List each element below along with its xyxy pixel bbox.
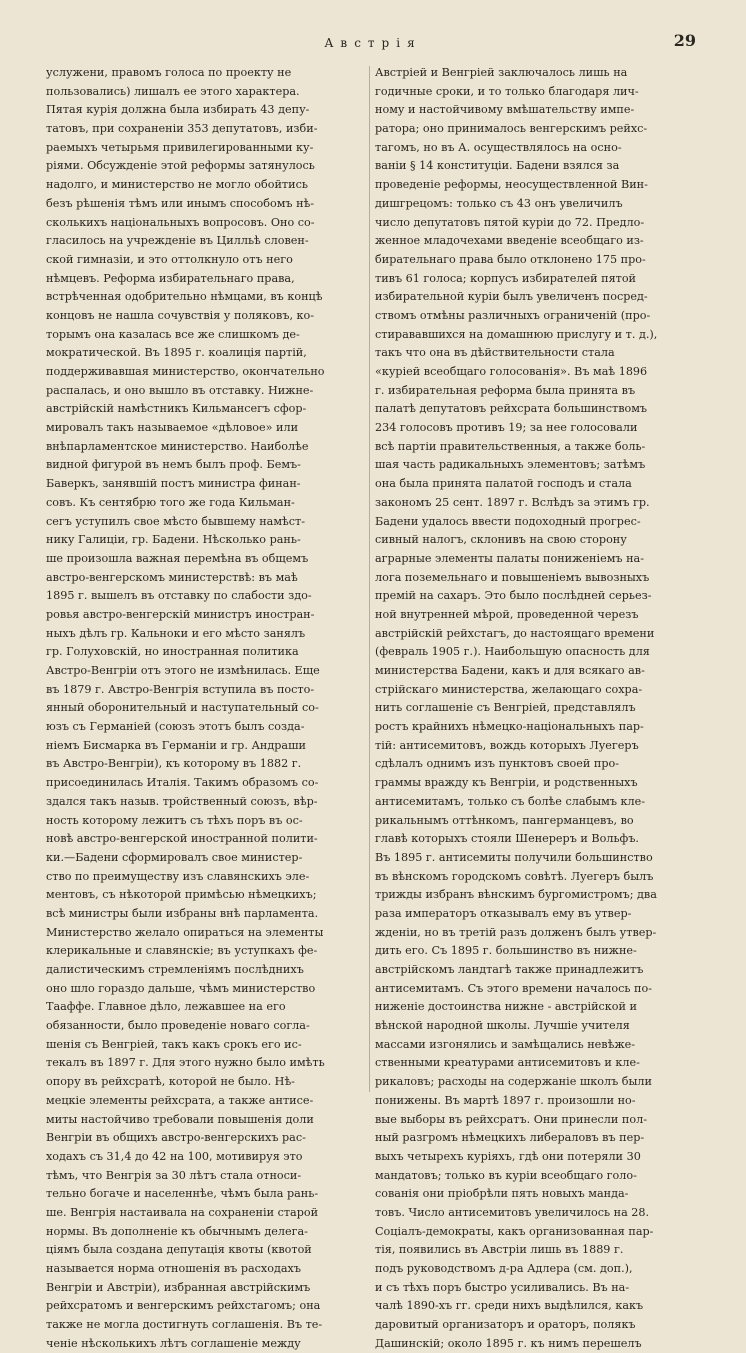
text-line: мецкіе элементы рейхсрата, а также антисе- <box>46 1093 314 1107</box>
text-line: избирательной куріи былъ увеличенъ посред- <box>375 290 648 304</box>
text-line: нѣмцевъ. Реформа избирательнаго права, <box>46 271 295 285</box>
text-line: рикальнымъ оттѣнкомъ, пангерманцевъ, во <box>375 813 634 827</box>
text-line: оно шло гораздо дальше, чѣмъ министерство <box>46 981 316 995</box>
text-line: Тааффе. Главное дѣло, лежавшее на его <box>46 1000 286 1014</box>
left-column <box>46 64 364 1353</box>
text-line: совъ. Къ сентябрю того же года Кильман- <box>46 495 295 509</box>
text-line: сованія они пріобрѣли пять новыхъ манда- <box>375 1187 629 1201</box>
text-line: внѣпарламентское министерство. Наиболѣе <box>46 439 309 453</box>
text-line: ціямъ была создана депутація квоты (квотой <box>46 1243 312 1257</box>
text-line: нику Галиціи, гр. Бадени. Нѣсколько рань- <box>46 533 301 547</box>
text-line: товъ. Число антисемитовъ увеличилось на 28. <box>375 1205 650 1219</box>
text-line: поддерживавшая министерство, окончательно <box>46 365 325 378</box>
text-line: ныхъ дѣлъ гр. Кальноки и его мѣсто занялъ <box>46 626 306 640</box>
text-line: ственными креатурами антисемитовъ и кле- <box>375 1056 640 1070</box>
text-line: австрійскій рейхстагъ, до настоящаго времени <box>375 626 655 640</box>
text-line: жденіи, но въ третій разъ долженъ былъ утвер- <box>375 925 657 939</box>
text-line: число депутатовъ пятой куріи до 72. Предло- <box>375 215 645 229</box>
text-line: видной фигурой въ немъ былъ проф. Бемъ- <box>46 458 301 472</box>
text-line: годичные сроки, и то только благодаря лич- <box>375 84 639 98</box>
text-line: мировалъ такъ называемое «дѣловое» или <box>46 421 299 435</box>
text-line: въ 1879 г. Австро-Венгрія вступила въ посто- <box>46 682 315 696</box>
text-line: Баверкъ, занявшій постъ министра финан- <box>46 477 301 491</box>
text-line: раемыхъ четырьмя привилегированными ку- <box>46 140 314 154</box>
text-line: встрѣченная одобрительно нѣмцами, въ концѣ <box>46 290 323 304</box>
text-line: услужени, правомъ голоса по проекту не <box>46 66 292 79</box>
text-line: ки.—Бадени сформировалъ свое министер- <box>46 850 303 864</box>
text-line: нить соглашеніе съ Венгріей, представлялъ <box>375 701 636 715</box>
text-line: ской гимназіи, и это оттолкнуло отъ него <box>46 252 293 266</box>
text-line: безъ рѣшенія тѣмъ или инымъ способомъ нѣ- <box>46 196 315 210</box>
text-line: закономъ 25 сент. 1897 г. Вслѣдъ за этимъ гр. <box>375 495 650 509</box>
text-line: вѣнской народной школы. Лучшіе учителя <box>375 1019 630 1033</box>
text-line: тія, появились въ Австріи лишь въ 1889 г. <box>375 1243 624 1257</box>
text-line: проведеніе реформы, неосуществленной Вин- <box>375 178 648 192</box>
text-line: Бадени удалось ввести подоходный прогрес- <box>375 514 641 528</box>
text-line: вые выборы въ рейхсратъ. Они принесли пол- <box>375 1112 647 1126</box>
text-line: тивъ 61 голоса; корпусъ избирателей пятой <box>375 271 637 285</box>
text-line: ратора; оно принималось венгерскимъ рейхс- <box>375 122 648 136</box>
text-line: граммы вражду къ Венгріи, и родственныхъ <box>375 776 638 790</box>
text-line: ходахъ съ 31,4 до 42 на 100, мотивируя это <box>46 1149 303 1163</box>
text-line: подъ руководствомъ д-ра Адлера (см. доп.), <box>375 1262 633 1275</box>
text-line: ченіе нѣсколькихъ лѣтъ соглашеніе между <box>46 1336 301 1350</box>
text-line: палатѣ депутатовъ рейхсрата большинствомъ <box>375 402 648 416</box>
text-line: аграрные элементы палаты пониженіемъ на- <box>375 551 644 565</box>
text-line: всѣ министры были избраны внѣ парламента. <box>46 906 319 920</box>
text-line: шенія съ Венгріей, такъ какъ срокъ его ис- <box>46 1037 302 1051</box>
text-line: и съ тѣхъ поръ быстро усиливались. Въ на- <box>375 1280 630 1294</box>
right-column <box>375 64 693 1353</box>
text-line: тельно богаче и населеннѣе, чѣмъ была рань- <box>46 1187 319 1201</box>
text-line: въ Австро-Венгріи), къ которому въ 1882 г. <box>46 757 302 771</box>
text-line: обязанности, было проведеніе новаго согла- <box>46 1019 310 1033</box>
text-line: надолго, и министерство не могло обойтись <box>46 178 308 192</box>
text-line: массами изгонялись и замѣщались невѣже- <box>375 1037 636 1051</box>
text-line: австро-венгерскомъ министерствѣ: въ маѣ <box>46 570 298 584</box>
text-line: называется норма отношенія въ расходахъ <box>46 1262 301 1275</box>
text-line: стрійскаго министерства, желающаго сохра- <box>375 682 643 696</box>
text-line: сдѣлалъ однимъ изъ пунктовъ своей про- <box>375 757 620 771</box>
text-line: Соціалъ-демократы, какъ организованная пар- <box>375 1224 654 1238</box>
running-header: Австрія <box>324 36 422 50</box>
text-line: антисемитамъ. Съ этого времени началось по- <box>375 981 652 995</box>
text-line: дить его. Съ 1895 г. большинство въ нижне- <box>375 944 637 958</box>
text-line: концовъ не нашла сочувствія у поляковъ, ко- <box>46 308 315 322</box>
text-line: Пятая курія должна была избирать 43 депу- <box>46 103 310 117</box>
text-line: ше. Венгрія настаивала на сохраненіи старой <box>46 1205 319 1219</box>
text-line: австрійскомъ ландтагѣ также принадлежитъ <box>375 963 644 976</box>
text-line: премій на сахаръ. Это было послѣдней серьез- <box>375 589 652 603</box>
text-line: шая часть радикальныхъ элементовъ; затѣмъ <box>375 458 646 472</box>
text-line: текалъ въ 1897 г. Для этого нужно было имѣть <box>46 1056 325 1070</box>
text-line: Дашинскій; около 1895 г. къ нимъ перешелъ <box>375 1336 642 1350</box>
text-line: въ вѣнскомъ городскомъ совѣтѣ. Луегеръ былъ <box>375 869 654 883</box>
text-line: новѣ австро-венгерской иностранной полити- <box>46 832 318 846</box>
text-line: распалась, и оно вышло въ отставку. Нижне- <box>46 383 314 397</box>
text-line: такъ что она въ дѣйствительности стала <box>375 346 615 360</box>
text-line: стирававшихся на домашнюю прислугу и т. д.), <box>375 327 658 341</box>
text-line: антисемитамъ, только съ болѣе слабымъ кле- <box>375 794 646 808</box>
text-line: понижены. Въ мартѣ 1897 г. произошли но- <box>375 1093 636 1107</box>
text-line: ваніи § 14 конституціи. Бадени взялся за <box>375 159 620 173</box>
text-line: торымъ она казалась все же слишкомъ де- <box>46 327 300 341</box>
text-line: юзъ съ Германіей (союзъ этотъ былъ созда- <box>46 720 305 734</box>
text-line: женное младочехами введеніе всеобщаго из- <box>375 234 644 248</box>
text-line: присоединилась Италія. Такимъ образомъ со- <box>46 776 319 790</box>
text-line: пользовались) лишалъ ее этого характера. <box>46 84 300 98</box>
text-line: даровитый организаторъ и ораторъ, полякъ <box>375 1318 636 1332</box>
text-line: главѣ которыхъ стояли Шенереръ и Вольфъ. <box>375 832 639 846</box>
text-line: «куріей всеобщаго голосованія». Въ маѣ 1896 <box>375 365 648 378</box>
text-line: также не могла достигнуть соглашенія. Въ те- <box>46 1318 323 1332</box>
page-number: 29 <box>673 31 696 50</box>
text-line: клерикальные и славянскіе; въ уступкахъ фе- <box>46 944 318 958</box>
text-line: тѣмъ, что Венгрія за 30 лѣтъ стала относи- <box>46 1168 302 1182</box>
text-line: (февраль 1905 г.). Наибольшую опасность для <box>375 645 650 659</box>
text-line: ной внутренней мѣрой, проведенной черезъ <box>375 607 639 621</box>
text-line: янный оборонительный и наступательный со- <box>46 701 319 715</box>
text-line: опору въ рейхсратѣ, которой не было. Нѣ- <box>46 1075 295 1089</box>
text-line: нормы. Въ дополненіе къ обычнымъ делега- <box>46 1224 308 1238</box>
text-line: тій: антисемитовъ, вождь которыхъ Луегеръ <box>375 738 639 752</box>
text-line: раза императоръ отказывалъ ему въ утвер- <box>375 906 632 920</box>
text-line: Австро-Венгріи отъ этого не измѣнилась. Еще <box>46 664 320 677</box>
text-line: ментовъ, съ нѣкоторой примѣсью нѣмецкихъ; <box>46 888 317 902</box>
text-line: сегъ уступилъ свое мѣсто бывшему намѣст- <box>46 514 306 528</box>
text-line: мократической. Въ 1895 г. коалиція партій, <box>46 346 307 360</box>
text-line: рикаловъ; расходы на содержаніе школъ были <box>375 1075 652 1089</box>
text-line: чалѣ 1890-хъ гг. среди нихъ выдѣлился, какъ <box>375 1299 644 1313</box>
text-line: далистическимъ стремленіямъ послѣднихъ <box>46 963 304 976</box>
text-line: Венгріи въ общихъ австро-венгерскихъ рас- <box>46 1131 306 1145</box>
text-line: дишгрецомъ: только съ 43 онъ увеличилъ <box>375 196 623 210</box>
text-line: миты настойчиво требовали повышенія доли <box>46 1112 314 1126</box>
text-line: гласилось на учрежденіе въ Цилльѣ словен- <box>46 234 309 248</box>
text-line: ростъ крайнихъ нѣмецко-національныхъ пар- <box>375 720 644 734</box>
text-line: здался такъ назыв. тройственный союзъ, вѣр- <box>46 794 318 808</box>
text-line: бирательнаго права было отклонено 175 про- <box>375 252 646 266</box>
text-line: министерства Бадени, какъ и для всякаго ав- <box>375 664 645 677</box>
text-line: ниженіе достоинства нижне - австрійской и <box>375 1000 637 1014</box>
text-line: татовъ, при сохраненіи 353 депутатовъ, изби- <box>46 122 318 136</box>
text-line: 234 голосовъ противъ 19; за нее голосовали <box>375 421 638 435</box>
text-line: всѣ партіи правительственныя, а также боль- <box>375 439 646 453</box>
text-line: ніемъ Бисмарка въ Германіи и гр. Андраши <box>46 738 306 752</box>
text-line: 1895 г. вышелъ въ отставку по слабости здо- <box>46 589 312 603</box>
text-line: ствомъ отмѣны различныхъ ограниченій (про- <box>375 308 651 322</box>
text-line: ше произошла важная перемѣна въ общемъ <box>46 551 309 565</box>
text-line: г. избирательная реформа была принята въ <box>375 383 636 397</box>
text-line: ство по преимуществу изъ славянскихъ эле- <box>46 869 310 883</box>
text-line: Венгріи и Австріи), избранная австрійскимъ <box>46 1280 311 1294</box>
text-line: ный разгромъ нѣмецкихъ либераловъ въ пер- <box>375 1131 645 1145</box>
text-line: Австріей и Венгріей заключалось лишь на <box>375 66 628 79</box>
text-line: австрійскій намѣстникъ Кильмансегъ сфор- <box>46 402 307 416</box>
text-line: Въ 1895 г. антисемиты получили большинство <box>375 850 653 864</box>
text-line: Министерство желало опираться на элементы <box>46 925 324 939</box>
text-line: тагомъ, но въ А. осуществлялось на осно- <box>375 140 622 154</box>
text-line: ріями. Обсужденіе этой реформы затянулось <box>46 159 315 173</box>
text-line: ровья австро-венгерскій министръ иностран- <box>46 607 315 621</box>
text-line: сколькихъ національныхъ вопросовъ. Оно со- <box>46 215 315 229</box>
text-line: выхъ четырехъ куріяхъ, гдѣ они потеряли 30 <box>375 1149 641 1163</box>
text-line: ному и настойчивому вмѣшательству импе- <box>375 103 635 117</box>
text-line: лога поземельнаго и повышеніемъ вывозныхъ <box>375 570 650 584</box>
text-line: трижды избранъ вѣнскимъ бургомистромъ; два <box>375 888 657 902</box>
column-divider <box>369 66 370 1092</box>
text-line: сивный налогъ, склонивъ на свою сторону <box>375 533 627 547</box>
text-line: мандатовъ; только въ куріи всеобщаго голо- <box>375 1168 637 1182</box>
text-line: она была принята палатой господъ и стала <box>375 477 632 491</box>
text-line: ность которому лежитъ съ тѣхъ поръ въ ос- <box>46 813 303 827</box>
text-line: гр. Голуховскій, но иностранная политика <box>46 645 299 659</box>
text-line: рейхсратомъ и венгерскимъ рейхстагомъ; она <box>46 1299 321 1313</box>
